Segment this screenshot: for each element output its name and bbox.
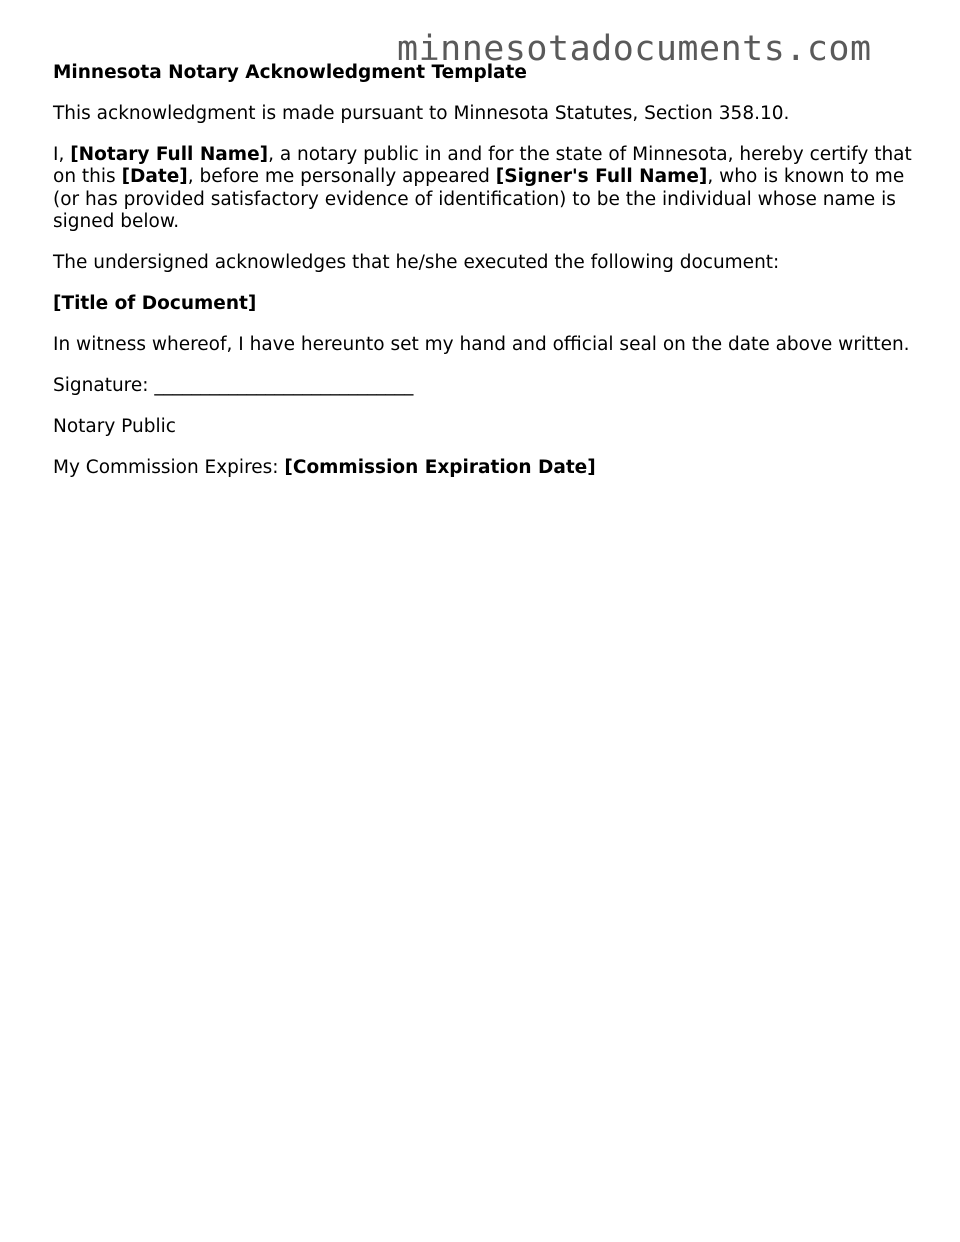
certification-paragraph: [53, 144, 923, 234]
commission-date-placeholder: [Commission Expiration Date]: [284, 457, 596, 478]
watermark: minnesotadocuments.com: [397, 29, 872, 69]
cert-text-4: , who is known to me (or has provided satisfactory evidence of identification) to be the individual whose name is signed below.: [53, 166, 905, 232]
signer-name-placeholder: [Signer's Full Name]: [495, 166, 708, 187]
cert-text-1: I,: [53, 143, 71, 165]
notary-name-placeholder: [Notary Full Name]: [70, 143, 269, 165]
notary-public-label: Notary Public: [53, 416, 176, 437]
commission-label: My Commission Expires:: [53, 457, 285, 478]
cert-text-3: , before me personally appeared: [187, 166, 496, 187]
signature-blank: ____________________________: [154, 375, 414, 396]
document-body: [53, 62, 923, 498]
commission-line: [53, 457, 923, 480]
witness-paragraph: In witness whereof, I have hereunto set my hand and official seal on the date above written.: [53, 334, 910, 355]
date-placeholder: [Date]: [121, 166, 188, 187]
document-title-placeholder: [53, 293, 923, 316]
acknowledges-paragraph: The undersigned acknowledges that he/she executed the following document:: [53, 252, 780, 273]
intro-paragraph: This acknowledgment is made pursuant to Minnesota Statutes, Section 358.10.: [53, 102, 790, 124]
signature-line: [53, 375, 923, 398]
document-title: Minnesota Notary Acknowledgment Template: [53, 62, 527, 83]
doc-title-text: [Title of Document]: [53, 293, 257, 314]
cert-text-2: , a notary public in and for the state of Minnesota, hereby certify that on this: [53, 143, 912, 187]
signature-label: Signature:: [53, 375, 155, 396]
